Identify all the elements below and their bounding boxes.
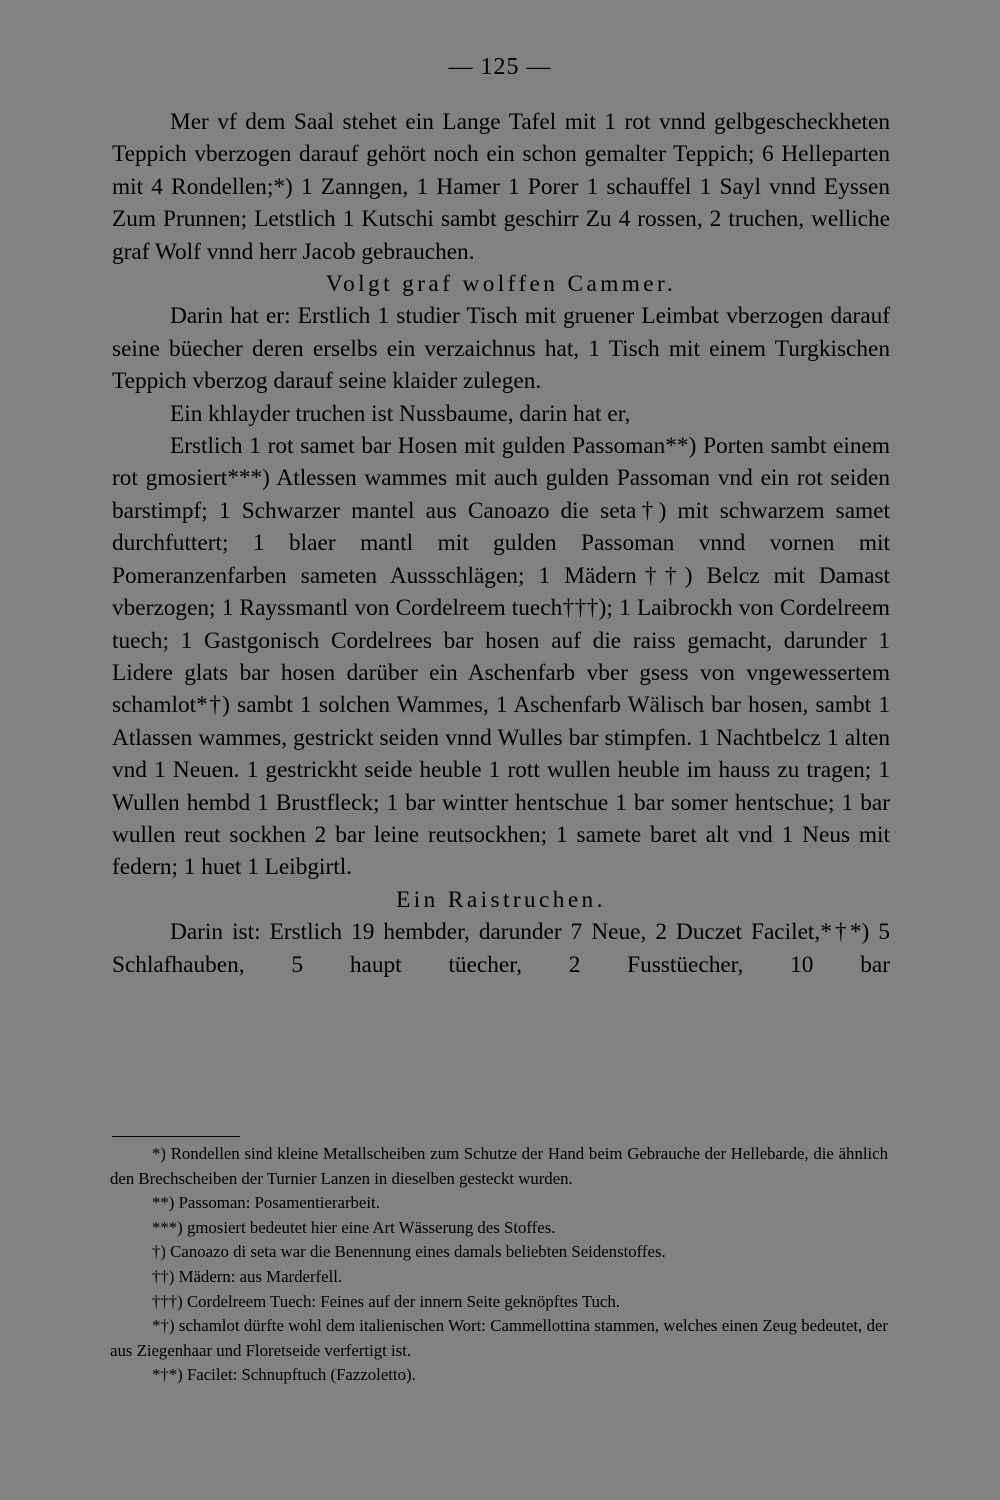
footnote-schamlot: *†) schamlot dürfte wohl dem italienischen Wort: Cammellottina stammen, welches einen Zeug bedeutet, der aus Ziegenhaar und Floretseide verfertigt ist. <box>110 1316 888 1360</box>
section-heading-raistruchen: Ein Raistruchen. <box>396 886 606 913</box>
footnote-maedern: ††) Mädern: aus Marderfell. <box>152 1266 343 1286</box>
main-text <box>112 106 890 981</box>
footnote-cordelreem: †††) Cordelreem Tuech: Feines auf der innern Seite geknöpftes Tuch. <box>152 1291 620 1311</box>
paragraph-darin-ist: Darin ist: Erstlich 19 hembder, darunder 7 Neue, 2 Duczet Facilet,*†*) 5 Schlafhauben, 5 haupt tüecher, 2 Fusstüecher, 10 bar <box>112 919 890 978</box>
paragraph-saal: Mer vf dem Saal stehet ein Lange Tafel mit 1 rot vnnd gelbgescheckheten Teppich vberzogen darauf gehört noch ein schon gemalter Teppich; 6 Helleparten mit 4 Rondellen;*) 1 Zanngen, 1 Hamer 1 Porer 1 schauffel 1 Sayl vnnd Eyssen Zum Prunnen; Letstlich 1 Kutschi sambt geschirr Zu 4 rossen, 2 truchen, welliche graf Wolf vnnd herr Jacob gebrauchen. <box>112 109 890 265</box>
footnote-rondellen: *) Rondellen sind kleine Metallscheiben zum Schutze der Hand beim Gebrauche der Hellebarde, die ähnlich den Brechscheiben der Turnier Lanzen in dieselben gesteckt wurden. <box>110 1144 888 1188</box>
footnote-facilet: *†*) Facilet: Schnupftuch (Fazzoletto). <box>152 1365 416 1385</box>
footnote-gmosiert: ***) gmosiert bedeutet hier eine Art Wässerung des Stoffes. <box>152 1217 556 1237</box>
paragraph-erstlich: Erstlich 1 rot samet bar Hosen mit gulden Passoman**) Porten sambt einem rot gmosiert***) Atlessen wammes mit auch gulden Passoman vnd ein rot seiden barstimpf; 1 Schwarzer mantel aus Canoazo die seta†) mit schwarzem samet durchfuttert; 1 blaer mantl mit gulden Passoman vnnd vornen mit Pomeranzenfarben sameten Aussschlägen; 1 Mädern††) Belcz mit Damast vberzogen; 1 Rayssmantl von Cordelreem tuech†††); 1 Laibrockh von Cordelreem tuech; 1 Gastgonisch Cordelrees bar hosen auf die raiss gemacht, darunder 1 Lidere glats bar hosen darüber ein Aschenfarb vber gsess von vngewessertem schamlot*†) sambt 1 solchen Wammes, 1 Aschenfarb Wälisch bar hosen, sambt 1 Atlassen wammes, gestrickt seiden vnnd Wulles bar stimpfen. 1 Nachtbelcz 1 alten vnd 1 Neuen. 1 gestrickht seide heuble 1 rott wullen heuble im hauss zu tragen; 1 Wullen hembd 1 Brustfleck; 1 bar wintter hentschue 1 bar somer hentschue; 1 bar wullen reut sockhen 2 bar leine reutsockhen; 1 samete baret alt vnd 1 Neus mit federn; 1 huet 1 Leibgirtl. <box>112 433 890 881</box>
footnote-separator <box>112 1136 240 1137</box>
footnotes <box>110 1142 888 1388</box>
footnote-canoazo: †) Canoazo di seta war die Benennung eines damals beliebten Seidenstoffes. <box>152 1242 666 1262</box>
section-heading-cammer: Volgt graf wolffen Cammer. <box>325 271 677 298</box>
paragraph-khlayder-truchen: Ein khlayder truchen ist Nussbaume, darin hat er, <box>170 400 631 427</box>
footnote-passoman: **) Passoman: Posamentierarbeit. <box>152 1193 380 1213</box>
paragraph-darin-hat-er: Darin hat er: Erstlich 1 studier Tisch mit gruener Leimbat vberzogen darauf seine büecher deren erselbs ein verzaichnus hat, 1 Tisch mit einem Turgkischen Teppich vberzog darauf seine klaider zulegen. <box>112 303 890 395</box>
page-number: — 125 — <box>448 54 552 80</box>
